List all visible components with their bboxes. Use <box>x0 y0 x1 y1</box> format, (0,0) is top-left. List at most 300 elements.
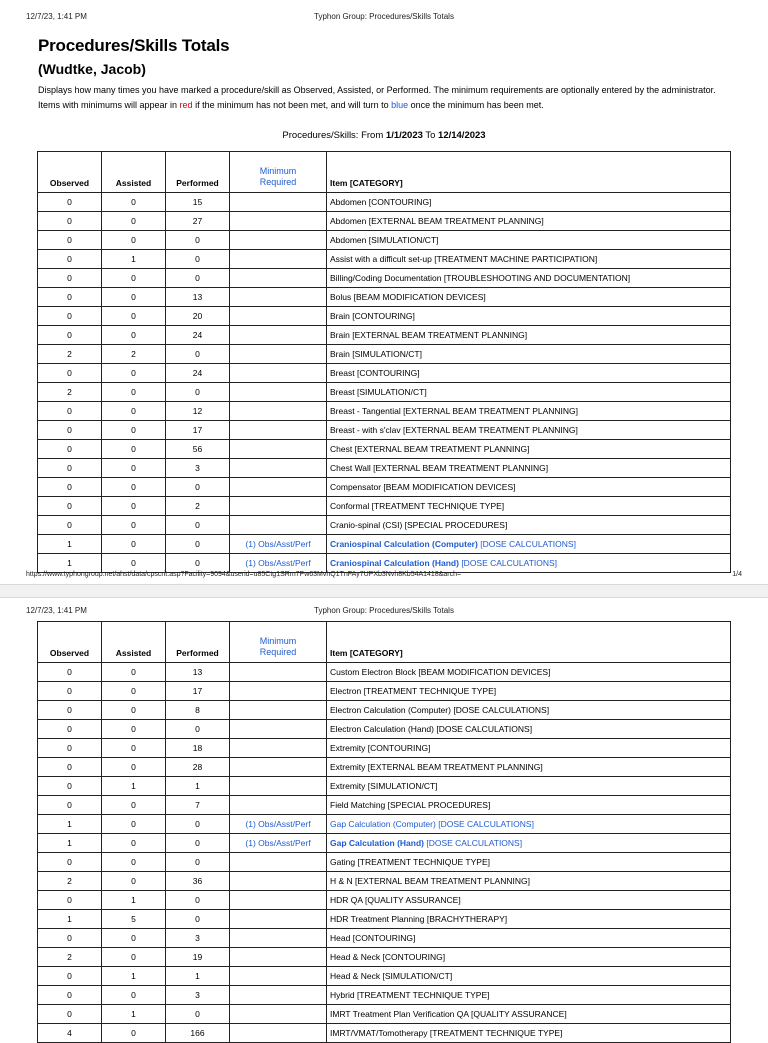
item-category: [TREATMENT TECHNIQUE TYPE] <box>429 1028 563 1038</box>
item-category: [QUALITY ASSURANCE] <box>470 1009 567 1019</box>
cell-minimum-required <box>230 193 327 212</box>
cell-observed: 0 <box>38 929 102 948</box>
table-row <box>38 212 731 231</box>
cell-item-category <box>327 421 731 440</box>
item-name: Electron Calculation (Computer) <box>330 705 451 715</box>
cell-item-category <box>327 535 731 554</box>
cell-observed: 0 <box>38 440 102 459</box>
cell-observed: 0 <box>38 269 102 288</box>
cell-minimum-required: (1) Obs/Asst/Perf <box>230 535 327 554</box>
cell-observed: 0 <box>38 231 102 250</box>
cell-minimum-required <box>230 967 327 986</box>
cell-performed: 0 <box>166 720 230 739</box>
cell-assisted: 0 <box>102 364 166 383</box>
cell-assisted: 0 <box>102 739 166 758</box>
cell-assisted: 0 <box>102 478 166 497</box>
header-item-category: Item [CATEGORY] <box>327 152 731 193</box>
item-name: Field Matching <box>330 800 386 810</box>
item-name: Assist with a difficult set-up <box>330 254 432 264</box>
cell-assisted: 0 <box>102 383 166 402</box>
cell-performed: 7 <box>166 796 230 815</box>
cell-item-category <box>327 720 731 739</box>
cell-item-category <box>327 288 731 307</box>
item-name: Bolus <box>330 292 352 302</box>
item-name: Head <box>330 933 351 943</box>
cell-assisted: 0 <box>102 307 166 326</box>
cell-assisted: 1 <box>102 250 166 269</box>
range-to-label: To <box>422 130 439 141</box>
cell-item-category <box>327 269 731 288</box>
item-name: Breast <box>330 387 355 397</box>
item-name: HDR Treatment Planning <box>330 914 425 924</box>
table-row <box>38 701 731 720</box>
table-row <box>38 402 731 421</box>
item-name: Head & Neck <box>330 971 381 981</box>
table-row <box>38 834 731 853</box>
cell-minimum-required <box>230 459 327 478</box>
header-minimum-required-page2 <box>230 622 327 663</box>
cell-performed: 0 <box>166 853 230 872</box>
item-name: Custom Electron Block <box>330 667 416 677</box>
item-name: Breast - Tangential <box>330 406 401 416</box>
cell-item-category <box>327 739 731 758</box>
item-name: Abdomen <box>330 197 367 207</box>
table-row <box>38 663 731 682</box>
cell-observed: 0 <box>38 421 102 440</box>
item-category: [TREATMENT TECHNIQUE TYPE] <box>363 686 497 696</box>
cell-item-category <box>327 459 731 478</box>
table-row <box>38 478 731 497</box>
cell-minimum-required <box>230 307 327 326</box>
cell-assisted: 0 <box>102 421 166 440</box>
cell-minimum-required <box>230 720 327 739</box>
cell-performed: 166 <box>166 1024 230 1043</box>
item-category: [BEAM MODIFICATION DEVICES] <box>383 482 516 492</box>
item-category: [CONTOURING] <box>356 368 420 378</box>
cell-minimum-required: (1) Obs/Asst/Perf <box>230 815 327 834</box>
cell-item-category <box>327 1005 731 1024</box>
cell-minimum-required <box>230 497 327 516</box>
item-name: Gating <box>330 857 356 867</box>
cell-minimum-required <box>230 910 327 929</box>
cell-performed: 0 <box>166 250 230 269</box>
cell-performed: 2 <box>166 497 230 516</box>
cell-observed: 0 <box>38 516 102 535</box>
item-category: [TREATMENT TECHNIQUE TYPE] <box>357 857 490 867</box>
cell-minimum-required <box>230 383 327 402</box>
header-min-line1: Minimum <box>259 166 297 176</box>
skills-table-page2 <box>37 621 731 1043</box>
cell-observed: 0 <box>38 364 102 383</box>
item-category: [SIMULATION/CT] <box>352 349 422 359</box>
cell-performed: 1 <box>166 777 230 796</box>
cell-assisted: 0 <box>102 516 166 535</box>
cell-performed: 28 <box>166 758 230 777</box>
header-assisted: Assisted <box>102 152 166 193</box>
cell-assisted: 0 <box>102 535 166 554</box>
cell-item-category <box>327 910 731 929</box>
header-item-category-page2: Item [CATEGORY] <box>327 622 731 663</box>
item-name: Breast <box>330 368 355 378</box>
cell-observed: 0 <box>38 853 102 872</box>
cell-item-category <box>327 212 731 231</box>
item-category: [QUALITY ASSURANCE] <box>364 895 461 905</box>
cell-performed: 0 <box>166 815 230 834</box>
cell-assisted: 0 <box>102 948 166 967</box>
item-category: [SIMULATION/CT] <box>368 235 439 245</box>
cell-assisted: 0 <box>102 853 166 872</box>
table-row <box>38 758 731 777</box>
item-name: Brain <box>330 349 350 359</box>
table-row <box>38 307 731 326</box>
table-row <box>38 193 731 212</box>
cell-assisted: 0 <box>102 231 166 250</box>
cell-performed: 27 <box>166 212 230 231</box>
cell-item-category <box>327 440 731 459</box>
item-category: [TREATMENT MACHINE PARTICIPATION] <box>434 254 598 264</box>
cell-performed: 0 <box>166 269 230 288</box>
item-category: [EXTERNAL BEAM TREATMENT PLANNING] <box>403 406 579 416</box>
cell-performed: 0 <box>166 1005 230 1024</box>
desc-blue-word: blue <box>391 100 409 110</box>
cell-minimum-required <box>230 986 327 1005</box>
cell-observed: 0 <box>38 986 102 1005</box>
table-row <box>38 986 731 1005</box>
cell-performed: 3 <box>166 459 230 478</box>
item-category: [SIMULATION/CT] <box>367 781 438 791</box>
cell-observed: 0 <box>38 212 102 231</box>
cell-item-category <box>327 345 731 364</box>
cell-assisted: 0 <box>102 193 166 212</box>
table-row <box>38 440 731 459</box>
item-name: Abdomen <box>330 216 367 226</box>
cell-observed: 1 <box>38 910 102 929</box>
header-observed-page2: Observed <box>38 622 102 663</box>
desc-part-2: if the minimum has not been met, and will turn to <box>192 100 392 110</box>
item-name: Abdomen <box>330 235 367 245</box>
item-name: Conformal <box>330 501 370 511</box>
range-label: Procedures/Skills: From <box>282 130 386 141</box>
item-name: Extremity <box>330 781 366 791</box>
item-name: IMRT/VMAT/Tomotherapy <box>330 1028 428 1038</box>
cell-assisted: 0 <box>102 1024 166 1043</box>
cell-observed: 0 <box>38 1005 102 1024</box>
cell-observed: 0 <box>38 193 102 212</box>
cell-item-category <box>327 402 731 421</box>
cell-performed: 0 <box>166 891 230 910</box>
page-title: Procedures/Skills Totals <box>38 36 230 55</box>
cell-assisted: 5 <box>102 910 166 929</box>
cell-performed: 0 <box>166 554 230 573</box>
cell-performed: 0 <box>166 383 230 402</box>
cell-observed: 0 <box>38 758 102 777</box>
cell-item-category <box>327 326 731 345</box>
print-date-page2: 12/7/23, 1:41 PM <box>26 606 87 615</box>
item-name: Cranio-spinal (CSI) <box>330 520 403 530</box>
cell-observed: 0 <box>38 307 102 326</box>
cell-performed: 18 <box>166 739 230 758</box>
print-url: https://www.typhongroup.net/ahst/data/cpscrit.asp?Facility=9094&userid=u85Ctg1SRm7Pw63MvhQ1TnFAy7UPXb3Nvh8Kb54A1418&arch= <box>26 571 462 578</box>
item-name: Extremity <box>330 762 366 772</box>
cell-performed: 3 <box>166 986 230 1005</box>
item-category: [DOSE CALCULATIONS] <box>426 838 523 848</box>
table-row <box>38 269 731 288</box>
cell-assisted: 2 <box>102 345 166 364</box>
table-row <box>38 720 731 739</box>
item-name: Gap Calculation (Computer) <box>330 819 436 829</box>
cell-performed: 17 <box>166 682 230 701</box>
cell-observed: 0 <box>38 777 102 796</box>
student-name: (Wudtke, Jacob) <box>38 61 146 77</box>
table-row <box>38 739 731 758</box>
cell-assisted: 0 <box>102 872 166 891</box>
item-category: [SIMULATION/CT] <box>382 971 453 981</box>
table-row <box>38 929 731 948</box>
item-category: [EXTERNAL BEAM TREATMENT PLANNING] <box>354 444 530 454</box>
cell-assisted: 1 <box>102 967 166 986</box>
cell-observed: 2 <box>38 872 102 891</box>
cell-performed: 13 <box>166 288 230 307</box>
item-name: Gap Calculation (Hand) <box>330 838 424 848</box>
table-row <box>38 364 731 383</box>
table-row <box>38 1024 731 1043</box>
item-name: Electron <box>330 686 362 696</box>
table-body-page2 <box>38 663 731 1043</box>
cell-assisted: 0 <box>102 796 166 815</box>
cell-minimum-required <box>230 326 327 345</box>
cell-performed: 0 <box>166 345 230 364</box>
cell-assisted: 0 <box>102 288 166 307</box>
item-name: Electron Calculation (Hand) <box>330 724 434 734</box>
cell-performed: 36 <box>166 872 230 891</box>
cell-observed: 0 <box>38 682 102 701</box>
print-date: 12/7/23, 1:41 PM <box>26 12 87 21</box>
cell-minimum-required <box>230 853 327 872</box>
header-observed: Observed <box>38 152 102 193</box>
cell-minimum-required <box>230 516 327 535</box>
cell-observed: 0 <box>38 720 102 739</box>
header-assisted-page2: Assisted <box>102 622 166 663</box>
item-name: Breast - with s'clav <box>330 425 401 435</box>
table-row <box>38 345 731 364</box>
table-row <box>38 872 731 891</box>
cell-performed: 0 <box>166 910 230 929</box>
cell-assisted: 0 <box>102 986 166 1005</box>
cell-item-category <box>327 497 731 516</box>
cell-assisted: 1 <box>102 777 166 796</box>
item-category: [DOSE CALCULATIONS] <box>480 539 576 549</box>
cell-observed: 0 <box>38 459 102 478</box>
cell-item-category <box>327 758 731 777</box>
page-number: 1/4 <box>732 571 742 578</box>
table-row <box>38 682 731 701</box>
cell-observed: 0 <box>38 250 102 269</box>
item-category: [CONTOURING] <box>368 197 432 207</box>
cell-minimum-required <box>230 663 327 682</box>
table-body-page1 <box>38 193 731 573</box>
cell-observed: 0 <box>38 497 102 516</box>
cell-observed: 0 <box>38 663 102 682</box>
table-row <box>38 948 731 967</box>
table-row <box>38 383 731 402</box>
item-category: [SIMULATION/CT] <box>356 387 427 397</box>
table-row <box>38 516 731 535</box>
item-category: [SPECIAL PROCEDURES] <box>404 520 508 530</box>
cell-item-category <box>327 777 731 796</box>
page-separator <box>0 584 768 598</box>
item-category: [TREATMENT TECHNIQUE TYPE] <box>371 501 505 511</box>
cell-item-category <box>327 663 731 682</box>
cell-observed: 0 <box>38 288 102 307</box>
cell-minimum-required <box>230 269 327 288</box>
cell-assisted: 0 <box>102 701 166 720</box>
range-to: 12/14/2023 <box>438 130 486 141</box>
table-row <box>38 497 731 516</box>
item-category: [CONTOURING] <box>352 933 416 943</box>
table-row <box>38 910 731 929</box>
cell-item-category <box>327 682 731 701</box>
table-row <box>38 326 731 345</box>
table-row <box>38 853 731 872</box>
cell-assisted: 0 <box>102 326 166 345</box>
cell-observed: 0 <box>38 326 102 345</box>
item-name: Brain <box>330 330 350 340</box>
cell-performed: 8 <box>166 701 230 720</box>
cell-assisted: 0 <box>102 459 166 478</box>
item-name: IMRT Treatment Plan Verification QA <box>330 1009 469 1019</box>
item-category: [EXTERNAL BEAM TREATMENT PLANNING] <box>402 425 578 435</box>
item-name: Hybrid <box>330 990 355 1000</box>
cell-assisted: 1 <box>102 1005 166 1024</box>
item-category: [CONTOURING] <box>367 743 431 753</box>
table-row <box>38 535 731 554</box>
cell-assisted: 0 <box>102 929 166 948</box>
table-row <box>38 554 731 573</box>
cell-performed: 19 <box>166 948 230 967</box>
item-category: [BEAM MODIFICATION DEVICES] <box>353 292 486 302</box>
item-category: [DOSE CALCULATIONS] <box>436 724 533 734</box>
cell-assisted: 1 <box>102 891 166 910</box>
cell-item-category <box>327 815 731 834</box>
cell-item-category <box>327 853 731 872</box>
header-minimum-required <box>230 152 327 193</box>
item-name: HDR QA <box>330 895 363 905</box>
cell-observed: 2 <box>38 948 102 967</box>
item-name: Billing/Coding Documentation <box>330 273 442 283</box>
cell-minimum-required <box>230 478 327 497</box>
skills-table-page1 <box>37 151 731 573</box>
table-row <box>38 288 731 307</box>
table-row <box>38 231 731 250</box>
cell-item-category <box>327 834 731 853</box>
cell-observed: 0 <box>38 739 102 758</box>
item-category: [DOSE CALCULATIONS] <box>438 819 534 829</box>
cell-minimum-required <box>230 872 327 891</box>
cell-assisted: 0 <box>102 682 166 701</box>
cell-performed: 0 <box>166 834 230 853</box>
desc-red-word: red <box>179 100 193 110</box>
cell-item-category <box>327 1024 731 1043</box>
cell-minimum-required <box>230 948 327 967</box>
cell-minimum-required <box>230 701 327 720</box>
item-category: [EXTERNAL BEAM TREATMENT PLANNING] <box>368 216 544 226</box>
cell-item-category <box>327 478 731 497</box>
item-name: Chest Wall <box>330 463 371 473</box>
item-category: [EXTERNAL BEAM TREATMENT PLANNING] <box>355 876 530 886</box>
cell-performed: 20 <box>166 307 230 326</box>
cell-performed: 1 <box>166 967 230 986</box>
header-min-line2: Required <box>259 177 297 187</box>
cell-assisted: 0 <box>102 720 166 739</box>
table-row <box>38 967 731 986</box>
cell-item-category <box>327 516 731 535</box>
cell-item-category <box>327 967 731 986</box>
cell-minimum-required <box>230 1005 327 1024</box>
date-range <box>0 130 768 141</box>
item-category: [TROUBLESHOOTING AND DOCUMENTATION] <box>443 273 631 283</box>
cell-performed: 24 <box>166 326 230 345</box>
print-header-page1 <box>0 12 768 26</box>
cell-performed: 17 <box>166 421 230 440</box>
cell-assisted: 0 <box>102 402 166 421</box>
cell-performed: 12 <box>166 402 230 421</box>
cell-performed: 56 <box>166 440 230 459</box>
cell-observed: 2 <box>38 383 102 402</box>
cell-assisted: 0 <box>102 815 166 834</box>
cell-performed: 13 <box>166 663 230 682</box>
cell-assisted: 0 <box>102 440 166 459</box>
item-category: [BEAM MODIFICATION DEVICES] <box>418 667 551 677</box>
print-title-page2: Typhon Group: Procedures/Skills Totals <box>314 606 454 615</box>
cell-item-category <box>327 891 731 910</box>
item-category: [TREATMENT TECHNIQUE TYPE] <box>356 990 490 1000</box>
cell-observed: 1 <box>38 535 102 554</box>
cell-minimum-required <box>230 440 327 459</box>
table-row <box>38 459 731 478</box>
print-header-page2 <box>0 606 768 620</box>
item-category: [CONTOURING] <box>352 311 415 321</box>
cell-observed: 0 <box>38 402 102 421</box>
cell-assisted: 0 <box>102 663 166 682</box>
range-from: 1/1/2023 <box>385 130 423 141</box>
cell-minimum-required <box>230 345 327 364</box>
item-category: [DOSE CALCULATIONS] <box>461 558 558 568</box>
item-name: Craniospinal Calculation (Hand) <box>330 558 459 568</box>
item-name: Compensator <box>330 482 382 492</box>
cell-item-category <box>327 307 731 326</box>
report-description <box>38 83 718 113</box>
cell-item-category <box>327 948 731 967</box>
cell-item-category <box>327 929 731 948</box>
table-row <box>38 421 731 440</box>
cell-item-category <box>327 193 731 212</box>
cell-minimum-required <box>230 758 327 777</box>
cell-assisted: 0 <box>102 554 166 573</box>
cell-item-category <box>327 383 731 402</box>
item-category: [EXTERNAL BEAM TREATMENT PLANNING] <box>373 463 549 473</box>
cell-minimum-required <box>230 891 327 910</box>
cell-item-category <box>327 250 731 269</box>
cell-minimum-required <box>230 682 327 701</box>
header-performed: Performed <box>166 152 230 193</box>
cell-minimum-required <box>230 402 327 421</box>
item-name: H & N <box>330 876 353 886</box>
desc-part-1: Displays how many times you have marked a procedure/skill as Observed, Assisted, or Performed. The minimum requirements are optionally entered by the administrator. Items with minimums will appear in <box>38 85 716 110</box>
cell-item-category <box>327 796 731 815</box>
table-row <box>38 815 731 834</box>
cell-observed: 2 <box>38 345 102 364</box>
cell-assisted: 0 <box>102 212 166 231</box>
